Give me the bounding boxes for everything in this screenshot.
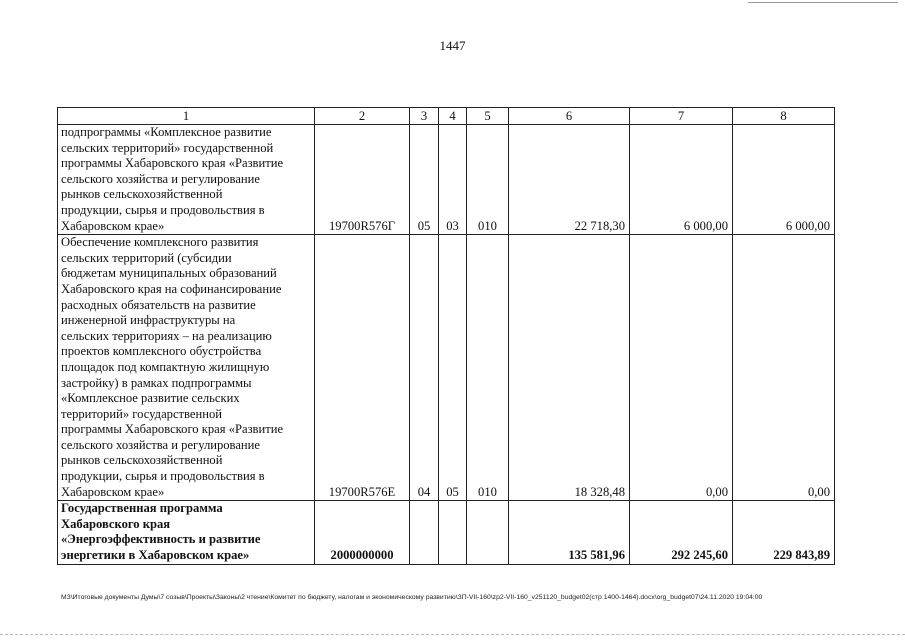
column-header: 6 — [509, 108, 630, 125]
table-row — [58, 235, 835, 501]
column-header: 2 — [315, 108, 410, 125]
column-header: 7 — [630, 108, 733, 125]
table-row — [58, 125, 835, 235]
amount-col7: 6 000,00 — [630, 125, 733, 235]
column-header: 1 — [58, 108, 315, 125]
row-description: Обеспечение комплексного развития сельских территорий (субсидии бюджетам муниципальных образований Хабаровского края на софинансирование расходных обязательств на развитие инженерной инфраструктуры на сельских территориях – на реализацию проектов комплексного обустройства площадок под компактную жилищную застройку) в рамках подпрограммы «Комплексное развитие сельских территорий» государственной программы Хабаровского края «Развитие сельского хозяйства и регулирование рынков сельскохозяйственной продукции, сырья и продовольствия в Хабаровском крае» — [58, 235, 315, 501]
row-description: Государственная программа Хабаровского края «Энергоэффективность и развитие энергетики в Хабаровском крае» — [58, 501, 315, 564]
table-row — [58, 501, 835, 564]
amount-col8: 229 843,89 — [733, 501, 835, 564]
amount-col7: 292 245,60 — [630, 501, 733, 564]
section-code: 05 — [410, 125, 439, 235]
expense-type-code: 010 — [467, 235, 509, 501]
row-description: подпрограммы «Комплексное развитие сельских территорий» государственной программы Хабаровского края «Развитие сельского хозяйства и регулирование рынков сельскохозяйственной продукции, сырья и продовольствия в Хабаровском крае» — [58, 125, 315, 235]
expense-type-code: 010 — [467, 125, 509, 235]
page-number: 1447 — [439, 38, 466, 53]
target-code: 19700R576Г — [315, 125, 410, 235]
bottom-rule — [0, 634, 905, 635]
subsection-code — [439, 501, 467, 564]
budget-table — [57, 107, 835, 565]
file-path-footer: МЗ\Итоговые документы Думы\7 созыв\Проекты\Законы\2 чтение\Комитет по бюджету, налогам и экономическому развитию\ЗП-VII-160\zp2-VII-160_v251120_budget02(стр 1400-1464).docx\org_budget07\24.11.2020 19:04:00 — [61, 594, 763, 601]
amount-col6: 22 718,30 — [509, 125, 630, 235]
column-header: 5 — [467, 108, 509, 125]
amount-col8: 0,00 — [733, 235, 835, 501]
column-header: 4 — [439, 108, 467, 125]
column-header: 8 — [733, 108, 835, 125]
amount-col7: 0,00 — [630, 235, 733, 501]
subsection-code: 03 — [439, 125, 467, 235]
amount-col6: 135 581,96 — [509, 501, 630, 564]
amount-col6: 18 328,48 — [509, 235, 630, 501]
column-header: 3 — [410, 108, 439, 125]
top-rule — [748, 2, 898, 3]
target-code: 19700R576E — [315, 235, 410, 501]
amount-col8: 6 000,00 — [733, 125, 835, 235]
header-row — [58, 108, 835, 125]
target-code: 2000000000 — [315, 501, 410, 564]
subsection-code: 05 — [439, 235, 467, 501]
section-code — [410, 501, 439, 564]
section-code: 04 — [410, 235, 439, 501]
expense-type-code — [467, 501, 509, 564]
